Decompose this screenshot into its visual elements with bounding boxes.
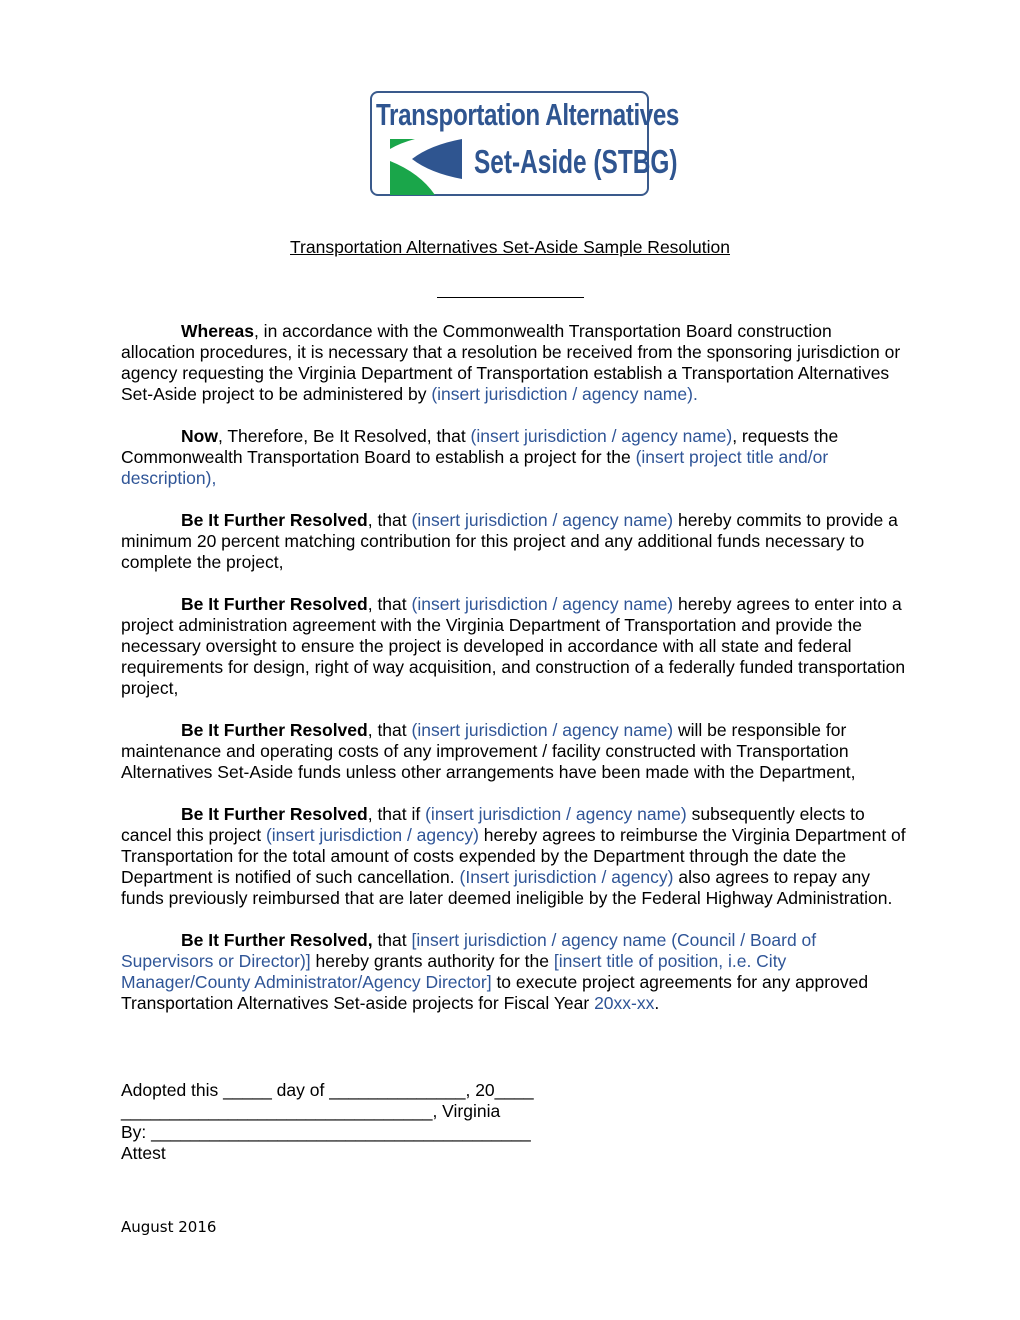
logo-line-2: Set-Aside (STBG) bbox=[474, 143, 678, 180]
paragraph-text: . bbox=[654, 993, 660, 1013]
paragraph-text: , that if bbox=[367, 804, 426, 824]
paragraph-text: , Therefore, Be It Resolved, that bbox=[217, 426, 471, 446]
adopted-line: Adopted this _____ day of ______________, 20____ bbox=[121, 1080, 534, 1100]
resolution-paragraph bbox=[121, 594, 906, 699]
paragraph-text: hereby agrees to reimburse the Virginia Department of Transportation for the total amount of costs expended by the Department through the date the Department is notified of such cancellation. bbox=[121, 825, 906, 887]
by-line: By: _______________________________________ bbox=[121, 1122, 531, 1142]
paragraph-text: also agrees to repay any funds previously reimbursed that are later deemed ineligible by the Federal Highway Administration. bbox=[121, 867, 893, 908]
paragraph-text: , in accordance with the Commonwealth Transportation Board construction allocation procedures, it is necessary that a resolution be received from the sponsoring jurisdiction or agency requesting the Virginia Department of Transportation establish a Transportation Alternatives Set-Aside project to be administered by bbox=[121, 321, 901, 404]
placeholder-text: 20xx-xx bbox=[594, 993, 655, 1013]
resolution-paragraph bbox=[121, 804, 906, 909]
title-divider bbox=[437, 297, 584, 298]
bold-lead: Now bbox=[181, 426, 218, 446]
road-icon bbox=[390, 139, 470, 195]
resolution-paragraph bbox=[121, 321, 906, 405]
placeholder-text: (insert jurisdiction / agency name) bbox=[411, 510, 674, 530]
program-logo bbox=[370, 91, 679, 196]
bold-lead: Be It Further Resolved bbox=[181, 804, 368, 824]
placeholder-text: (insert jurisdiction / agency name) bbox=[411, 594, 674, 614]
paragraph-text: hereby commits to provide a minimum 20 percent matching contribution for this project and any additional funds necessary to complete the project, bbox=[121, 510, 898, 572]
paragraph-text: hereby agrees to enter into a project administration agreement with the Virginia Department of Transportation and provide the necessary oversight to ensure the project is developed in accordance with all state and federal requirements for design, right of way acquisition, and construction of a federally funded transportation project, bbox=[121, 594, 906, 698]
paragraph-text: , that bbox=[367, 594, 412, 614]
bold-lead: Be It Further Resolved, bbox=[181, 930, 373, 950]
footer-date: August 2016 bbox=[121, 1218, 217, 1236]
bold-lead: Be It Further Resolved bbox=[181, 594, 368, 614]
attest-line: Attest bbox=[121, 1143, 166, 1163]
placeholder-text: [insert jurisdiction / agency name (Council / Board of Supervisors or Director)] bbox=[121, 930, 817, 971]
placeholder-text: (insert jurisdiction / agency name) bbox=[411, 720, 674, 740]
placeholder-text: (insert jurisdiction / agency name) bbox=[425, 804, 687, 824]
paragraph-text: that bbox=[372, 930, 412, 950]
bold-lead: Whereas bbox=[181, 321, 254, 341]
paragraph-text: to execute project agreements for any approved Transportation Alternatives Set-aside projects for Fiscal Year bbox=[121, 972, 869, 1013]
placeholder-text: (insert jurisdiction / agency name) bbox=[470, 426, 733, 446]
paragraph-text: , that bbox=[367, 510, 412, 530]
placeholder-text: (insert jurisdiction / agency name). bbox=[431, 384, 698, 404]
document-title: Transportation Alternatives Set-Aside Sample Resolution bbox=[290, 237, 730, 257]
resolution-paragraph bbox=[121, 426, 906, 489]
paragraph-text: , requests the Commonwealth Transportation Board to establish a project for the bbox=[121, 426, 839, 467]
bold-lead: Be It Further Resolved bbox=[181, 720, 368, 740]
jurisdiction-line: ________________________________, Virginia bbox=[121, 1101, 501, 1121]
resolution-paragraph bbox=[121, 510, 906, 573]
paragraph-text: hereby grants authority for the bbox=[310, 951, 554, 971]
bold-lead: Be It Further Resolved bbox=[181, 510, 368, 530]
resolution-paragraph bbox=[121, 930, 906, 1014]
logo-line-1: Transportation Alternatives bbox=[376, 97, 679, 132]
resolution-body bbox=[121, 321, 906, 1035]
placeholder-text: (Insert jurisdiction / agency) bbox=[459, 867, 674, 887]
placeholder-text: (insert jurisdiction / agency) bbox=[265, 825, 479, 845]
signature-block bbox=[121, 1080, 534, 1164]
paragraph-text: , that bbox=[367, 720, 412, 740]
paragraph-text: subsequently elects to cancel this project bbox=[121, 804, 865, 845]
placeholder-text: [insert title of position, i.e. City Manager/County Administrator/Agency Director] bbox=[121, 951, 787, 992]
placeholder-text: (insert project title and/or description), bbox=[121, 447, 829, 488]
paragraph-text: will be responsible for maintenance and operating costs of any improvement / facility constructed with Transportation Alternatives Set-Aside funds unless other arrangements have been made with the Department, bbox=[121, 720, 856, 782]
resolution-paragraph bbox=[121, 720, 906, 783]
